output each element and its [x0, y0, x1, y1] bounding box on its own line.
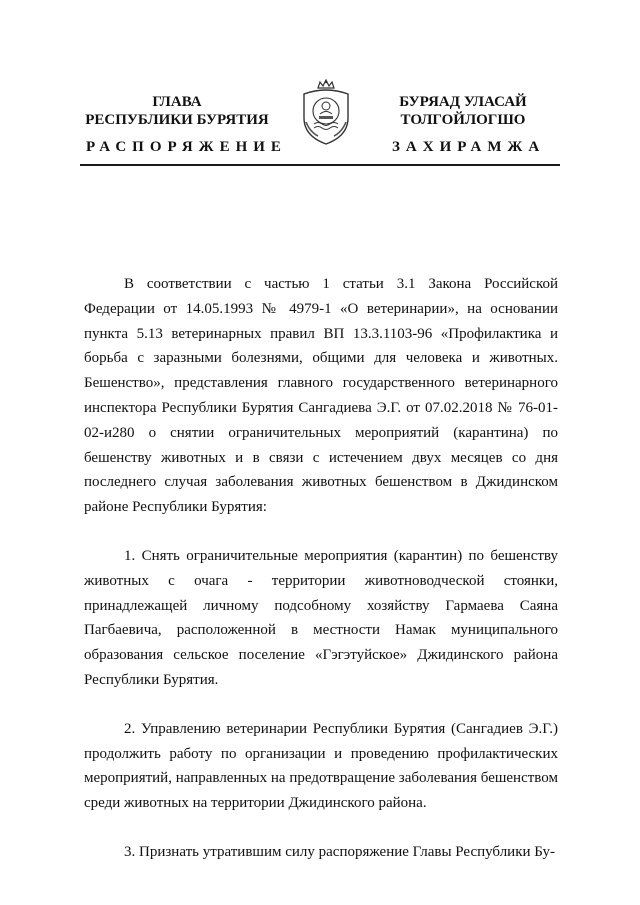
preamble-paragraph: В соответствии с частью 1 статьи 3.1 Закона Российской Федерации от 14.05.1993 № 4979-1 «О ветеринарии», на основании пункта 5.13 ветеринарных правил ВП 13.3.1103-96 «Профилактика и борьба с заразными болезнями, общими для человека и животных. Бешенство», представления главного государственного ветеринарного инспектора Республики Бурятия Сангадиева Э.Г. от 07.02.2018 № 76-01-02-и280 о снятии ограничительных мероприятий (карантина) по бешенству животных и в связи с истечением двух месяцев со дня последнего случая заболевания животных бешенством в Джидинском районе Республики Бурятия: — [84, 276, 558, 516]
header-right-line1: БУРЯАД УЛАСАЙ — [399, 94, 527, 110]
item-3-paragraph: 3. Признать утратившим силу распоряжение Главы Республики Бу- — [124, 843, 556, 860]
item-2-paragraph: 2. Управлению ветеринарии Республики Бурятия (Сангадиев Э.Г.) продолжить работу по организации и проведению профилактических мероприятий, направленных на предотвращение заболевания бешенством среди животных на территории Джидинского района. — [84, 720, 558, 812]
header-left-line1: ГЛАВА — [152, 94, 202, 110]
header-divider — [80, 164, 560, 166]
header-left-line2: РЕСПУБЛИКИ БУРЯТИЯ — [85, 112, 269, 128]
item-1-paragraph: 1. Снять ограничительные мероприятия (карантин) по бешенству животных с очага - территории животноводческой стоянки, принадлежащей личному подсобному хозяйству Гармаева Саяна Пагбаевича, расположенной в местности Намак муниципального образования сельское поселение «Гэгэтуйское» Джидинского района Республики Бурятия. — [84, 547, 558, 688]
document-body — [84, 272, 558, 865]
header-right-line2: ТОЛГОЙЛОГШО — [400, 112, 526, 128]
doc-type-russian: РАСПОРЯЖЕНИЕ — [86, 139, 287, 155]
coat-of-arms-emblem-icon — [298, 78, 354, 148]
header-left-block — [82, 93, 272, 129]
doc-type-buryat: ЗАХИРАМЖА — [392, 139, 546, 155]
header-right-block — [368, 93, 558, 129]
